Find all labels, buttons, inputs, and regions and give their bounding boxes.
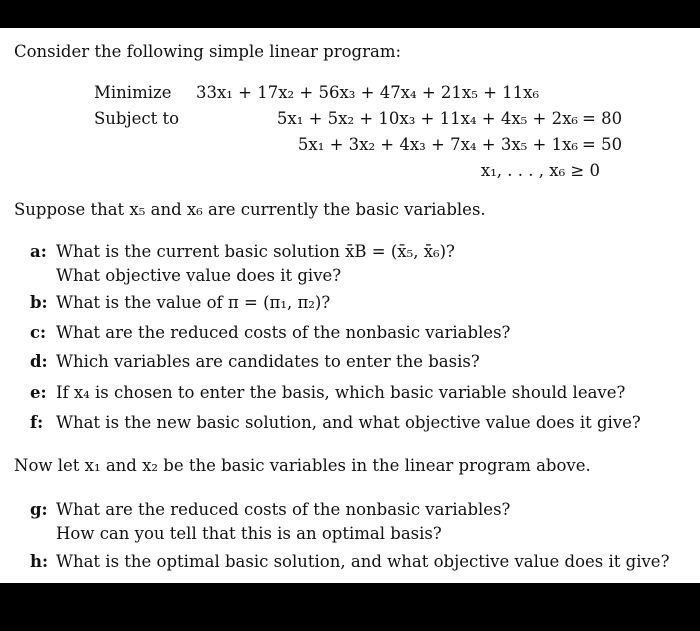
question-c-label: c: bbox=[30, 323, 47, 342]
constraint-1-rhs: = 80 bbox=[582, 109, 623, 128]
question-d-text: Which variables are candidates to enter the basis? bbox=[56, 352, 480, 371]
question-e-text: If x₄ is chosen to enter the basis, which basic variable should leave? bbox=[56, 383, 626, 402]
question-g-text: What are the reduced costs of the nonbasic variables? bbox=[56, 500, 511, 519]
objective-function: 33x₁ + 17x₂ + 56x₃ + 47x₄ + 21x₅ + 11x₆ bbox=[196, 83, 540, 102]
question-a-label: a: bbox=[30, 242, 47, 261]
question-b-text: What is the value of π = (π₁, π₂)? bbox=[56, 293, 331, 312]
question-d-label: d: bbox=[30, 352, 48, 371]
subject-to-label: Subject to bbox=[94, 109, 180, 128]
question-b-label: b: bbox=[30, 293, 48, 312]
suppose-basic-x1-x2: Now let x₁ and x₂ be the basic variables in the linear program above. bbox=[14, 456, 591, 475]
constraint-1-lhs: 5x₁ + 5x₂ + 10x₃ + 11x₄ + 4x₅ + 2x₆ bbox=[276, 109, 578, 128]
question-c-text: What are the reduced costs of the nonbasic variables? bbox=[56, 323, 511, 342]
minimize-label: Minimize bbox=[94, 83, 172, 102]
question-f-label: f: bbox=[30, 413, 44, 432]
nonnegativity-constraint: x₁, . . . , x₆ ≥ 0 bbox=[480, 161, 600, 180]
suppose-basic-x5-x6: Suppose that x₅ and x₆ are currently the basic variables. bbox=[14, 200, 486, 219]
question-f-text: What is the new basic solution, and what objective value does it give? bbox=[56, 413, 641, 432]
intro-text: Consider the following simple linear program: bbox=[14, 42, 402, 61]
question-g-text-2: How can you tell that this is an optimal basis? bbox=[56, 524, 442, 543]
document-page bbox=[0, 28, 700, 583]
question-a-text: What is the current basic solution x̄B = (x̄₅, x̄₆)? bbox=[56, 242, 455, 261]
question-e-label: e: bbox=[30, 383, 47, 402]
constraint-2-lhs: 5x₁ + 3x₂ + 4x₃ + 7x₄ + 3x₅ + 1x₆ bbox=[297, 135, 578, 154]
question-a-text-2: What objective value does it give? bbox=[56, 266, 342, 285]
question-h-label: h: bbox=[30, 552, 49, 571]
question-h-text: What is the optimal basic solution, and what objective value does it give? bbox=[56, 552, 670, 571]
constraint-2-rhs: = 50 bbox=[582, 135, 623, 154]
question-g-label: g: bbox=[30, 500, 48, 519]
